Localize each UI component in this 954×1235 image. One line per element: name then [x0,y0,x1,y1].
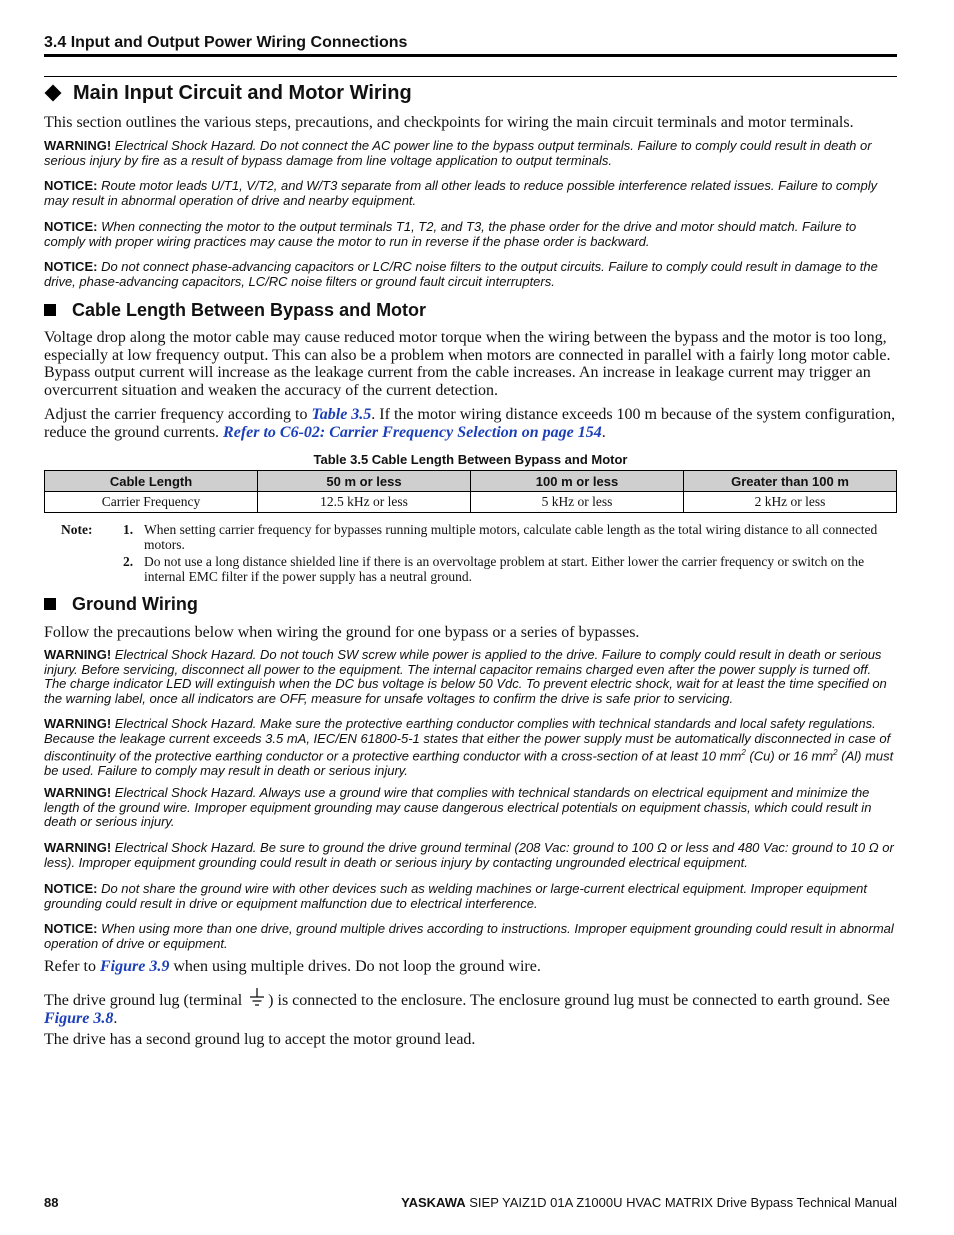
cable-para-voltage-drop: Voltage drop along the motor cable may cause reduced motor torque when the wiring between the bypass and the motor is too long, especially at low frequency output. This can also be a problem when motors are connected in parallel with a fairly long motor cable. Bypass output current will increase as the leakage current from the cable increases. An increase in leakage current may trigger an overcurrent situation and weaken the accuracy of the current detection. [44,329,891,399]
table-cell: 12.5 kHz or less [258,492,471,513]
cable-section-title: Cable Length Between Bypass and Motor [72,300,427,320]
table-3-5-link[interactable]: Table 3.5 [311,406,372,423]
cable-para-carrier-frequency: Adjust the carrier frequency according to Table 3.5. If the motor wiring distance exceeds 100 m because of the system configuration, reduce the ground currents. Refer to C6-02: Carrier Frequency Selection on page 154. [44,406,896,441]
cable-section-heading [44,299,897,321]
figure-3-9-link[interactable]: Figure 3.9 [99,958,170,975]
footer-manual-title: YASKAWA SIEP YAIZ1D 01A Z1000U HVAC MATRIX Drive Bypass Technical Manual [401,1195,897,1210]
page-number: 88 [44,1195,59,1210]
second-ground-lug-paragraph: The drive has a second ground lug to accept the motor ground lead. [44,1031,476,1048]
ground-terminal-icon [248,988,266,1008]
figure-3-8-link[interactable]: Figure 3.8 [44,1009,114,1027]
square-icon [44,598,56,610]
notice-route-motor-leads: NOTICE: Route motor leads U/T1, V/T2, and W/T3 separate from all other leads to reduce possible interference related issues. Failure to comply may result in abnormal operation of drive and nearby equipment. [44,178,878,208]
header-rule [44,54,897,57]
refer-figure-3-9: Refer to Figure 3.9 when using multiple drives. Do not loop the ground wire. [44,958,541,975]
c6-02-reference-link[interactable]: Refer to C6-02: Carrier Frequency Selection on page 154 [223,423,602,441]
section-rule [44,76,897,77]
notice-phase-order: NOTICE: When connecting the motor to the output terminals T1, T2, and T3, the phase order for the drive and motor should match. Failure to comply with proper wiring practices may cause the motor to run in reverse if the phase order is backward. [44,219,857,249]
main-section-heading [44,81,897,105]
table-header-cell: Cable Length [45,471,258,492]
warning-protective-earthing: WARNING! Electrical Shock Hazard. Make sure the protective earthing conductor complies with technical standards and local safety regulations. Because the leakage current exceeds 3.5 mA, IEC/EN 61800-5-1 states that either the power supply must be automatically disconnected in case of discontinuity of the protective earthing conductor or a protective earthing conductor with a cross-section of at least 10 $mm^2$ (Cu) or 16 $mm^2$ (Al) must be used. Failure to comply may result in death or serious injury. [44,716,894,778]
warning-ground-wire-standards: WARNING! Electrical Shock Hazard. Always use a ground wire that complies with technical standards on electrical equipment and minimize the length of the ground wire. Improper equipment grounding may cause dangerous electrical potentials on equipment chassis, which could result in death or serious injury. [44,785,872,829]
notice-shared-ground-wire: NOTICE: Do not share the ground wire with other devices such as welding machines or large-current electrical equipment. Improper equipment grounding could result in drive or equipment malfunction due to electrical interference. [44,881,868,911]
ground-section-title: Ground Wiring [72,594,198,614]
table-row [45,492,897,513]
square-icon [44,304,56,316]
warning-bypass-output: WARNING! Electrical Shock Hazard. Do not connect the AC power line to the bypass output terminals. Failure to comply could result in death or serious injury by fire as a result of bypass damage from line voltage application to output terminals. [44,138,872,168]
note-label: Note: [61,522,93,537]
warning-sw-screw: WARNING! Electrical Shock Hazard. Do not touch SW screw while power is applied to the drive. Failure to comply could result in death or serious injury. Before servicing, disconnect all power to the equipment. The internal capacitor remains charged even after the power supply is turned off. The charge indicator LED will extinguish when the DC bus voltage is below 50 Vdc. To prevent electric shock, wait for at least the time specified on the warning label, once all indicators are OFF, measure for unsafe voltages to confirm the drive is safe prior to servicing. [44,647,887,706]
table-header-cell: Greater than 100 m [684,471,897,492]
brand-name: YASKAWA [401,1195,466,1210]
manual-page [44,0,897,1235]
notice-phase-advancing-capacitors: NOTICE: Do not connect phase-advancing capacitors or LC/RC noise filters to the output circuits. Failure to comply could result in damage to the drive, phase-advancing capacitors, LC/RC noise filters or ground fault circuit interrupters. [44,259,878,289]
ground-section-heading [44,593,897,615]
table-cell: 5 kHz or less [471,492,684,513]
main-section-title: Main Input Circuit and Motor Wiring [73,82,412,104]
table-header-cell: 50 m or less [258,471,471,492]
note-text: Do not use a long distance shielded line if there is an overvoltage problem at start. Either lower the carrier frequency or switch on the internal EMC filter if the power supply has a neutral ground. [144,554,865,584]
note-text: When setting carrier frequency for bypasses running multiple motors, calculate cable length as the total wiring distance to all connected motors. [144,522,878,552]
main-section-intro: This section outlines the various steps, precautions, and checkpoints for wiring the main circuit terminals and motor terminals. [44,114,854,131]
note-number: 2. [123,554,134,569]
header-title: 3.4 Input and Output Power Wiring Connections [44,34,408,51]
notice-multiple-drives: NOTICE: When using more than one drive, ground multiple drives according to instructions. Improper equipment grounding could result in abnormal operation of drive or equipment. [44,921,894,951]
running-header [44,34,897,52]
table-header-row [45,471,897,492]
table-cell: Carrier Frequency [45,492,258,513]
warning-ground-terminal-resistance: WARNING! Electrical Shock Hazard. Be sure to ground the drive ground terminal (208 Vac: ground to 100 Ω or less and 480 Vac: ground to 10 Ω or less). Improper equipment grounding could result in death or serious injury by contacting ungrounded electrical equipment. [44,840,894,870]
ground-section-intro: Follow the precautions below when wiring the ground for one bypass or a series of bypasses. [44,624,640,641]
table-header-cell: 100 m or less [471,471,684,492]
note-number: 1. [123,522,134,537]
cable-length-table [44,470,897,513]
diamond-icon [45,85,62,102]
ground-lug-paragraph: The drive ground lug (terminal ) is connected to the enclosure. The enclosure ground lug must be connected to earth ground. See Figure 3.8. [44,988,897,1027]
table-cell: 2 kHz or less [684,492,897,513]
table-caption: Table 3.5 Cable Length Between Bypass and Motor [313,452,628,467]
